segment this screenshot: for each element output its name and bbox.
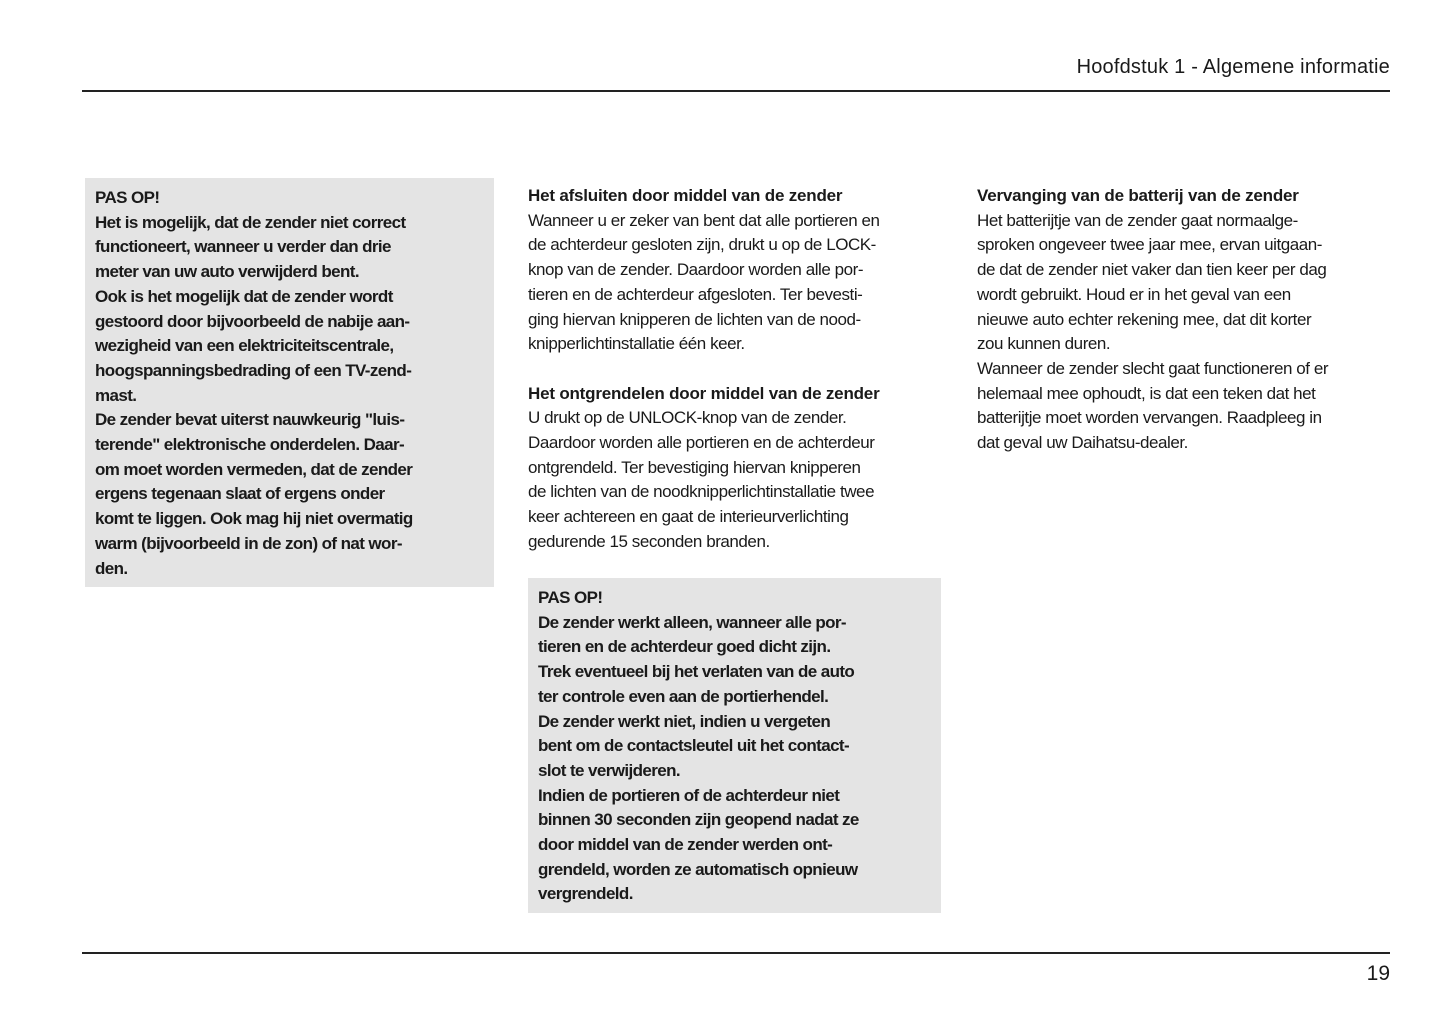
text-line: de dat de zender niet vaker dan tien keer per dag	[977, 260, 1327, 280]
text-line: De zender bevat uiterst nauwkeurig "luis-	[95, 410, 405, 430]
text-line: functioneert, wanneer u verder dan drie	[95, 237, 391, 257]
text-line: bent om de contactsleutel uit het contact-	[538, 736, 850, 756]
text-line: mast.	[95, 385, 137, 405]
text-line: terende" elektronische onderdelen. Daar-	[95, 435, 405, 455]
text-line: ging hiervan knipperen de lichten van de nood-	[528, 309, 861, 329]
section-heading: Vervanging van de batterij van de zender	[977, 186, 1299, 205]
warning-box-transmitter-range	[85, 178, 494, 587]
footer-rule	[82, 952, 1390, 954]
text-line: gedurende 15 seconden branden.	[528, 531, 770, 551]
text-line: Wanneer u er zeker van bent dat alle portieren en	[528, 210, 880, 230]
text-line: De zender werkt alleen, wanneer alle por-	[538, 612, 846, 632]
text-line: wordt gebruikt. Houd er in het geval van een	[977, 284, 1291, 304]
chapter-header: Hoofdstuk 1 - Algemene informatie	[1076, 56, 1390, 78]
text-line: ter controle even aan de portierhendel.	[538, 686, 829, 706]
section-locking	[528, 184, 943, 555]
text-line: tieren en de achterdeur afgesloten. Ter bevesti-	[528, 284, 863, 304]
text-line: slot te verwijderen.	[538, 760, 680, 780]
text-line: batterijtje moet worden vervangen. Raadpleeg in	[977, 408, 1322, 428]
text-line: ontgrendeld. Ter bevestiging hiervan knipperen	[528, 457, 861, 477]
text-line: keer achtereen en gaat de interieurverlichting	[528, 507, 849, 527]
text-line: wezigheid van een elektriciteitscentrale,	[95, 336, 394, 356]
warning-box-doors	[528, 578, 941, 913]
text-line: Het is mogelijk, dat de zender niet correct	[95, 212, 406, 232]
section-body	[528, 406, 943, 554]
text-line: gestoord door bijvoorbeeld de nabije aan-	[95, 311, 410, 331]
text-line: nieuwe auto echter rekening mee, dat dit korter	[977, 309, 1312, 329]
text-line: komt te liggen. Ook mag hij niet overmatig	[95, 509, 413, 529]
text-line: hoogspanningsbedrading of een TV-zend-	[95, 360, 412, 380]
text-line: den.	[95, 558, 128, 578]
text-line: knop van de zender. Daardoor worden alle por-	[528, 260, 864, 280]
text-line: De zender werkt niet, indien u vergeten	[538, 711, 831, 731]
warning-title: PAS OP!	[538, 588, 603, 607]
text-line: de achterdeur gesloten zijn, drukt u op de LOCK-	[528, 235, 876, 255]
section-body	[528, 209, 943, 357]
text-line: binnen 30 seconden zijn geopend nadat ze	[538, 810, 859, 830]
text-line: U drukt op de UNLOCK-knop van de zender.	[528, 408, 847, 428]
text-line: zou kunnen duren.	[977, 334, 1111, 354]
warning-title: PAS OP!	[95, 188, 160, 207]
text-line: tieren en de achterdeur goed dicht zijn.	[538, 637, 831, 657]
text-line: om moet worden vermeden, dat de zender	[95, 459, 413, 479]
text-line: meter van uw auto verwijderd bent.	[95, 262, 359, 282]
text-line: warm (bijvoorbeeld in de zon) of nat wor-	[95, 533, 402, 553]
section-heading: Het ontgrendelen door middel van de zender	[528, 383, 880, 403]
header-rule	[82, 90, 1390, 92]
section-body	[977, 209, 1392, 456]
text-line: Trek eventueel bij het verlaten van de auto	[538, 662, 855, 682]
text-line: ergens tegenaan slaat of ergens onder	[95, 484, 385, 504]
text-line: door middel van de zender werden ont-	[538, 835, 833, 855]
text-line: de lichten van de noodknipperlichtinstallatie twee	[528, 482, 875, 502]
warning-body	[95, 211, 484, 582]
section-battery	[977, 184, 1392, 456]
warning-body	[538, 611, 931, 907]
text-line: grendeld, worden ze automatisch opnieuw	[538, 859, 858, 879]
text-line: Ook is het mogelijk dat de zender wordt	[95, 286, 393, 306]
page-number: 19	[1366, 962, 1390, 985]
text-line: Indien de portieren of de achterdeur niet	[538, 785, 840, 805]
text-line: helemaal mee ophoudt, is dat een teken dat het	[977, 383, 1316, 403]
text-line: knipperlichtinstallatie één keer.	[528, 334, 745, 354]
text-line: vergrendeld.	[538, 884, 633, 904]
text-line: sproken ongeveer twee jaar mee, ervan uitgaan-	[977, 235, 1323, 255]
text-line: dat geval uw Daihatsu-dealer.	[977, 433, 1188, 453]
text-line: Wanneer de zender slecht gaat functioneren of er	[977, 358, 1329, 378]
section-heading: Het afsluiten door middel van de zender	[528, 186, 843, 205]
text-line: Het batterijtje van de zender gaat normaalge-	[977, 210, 1298, 230]
text-line: Daardoor worden alle portieren en de achterdeur	[528, 433, 875, 453]
